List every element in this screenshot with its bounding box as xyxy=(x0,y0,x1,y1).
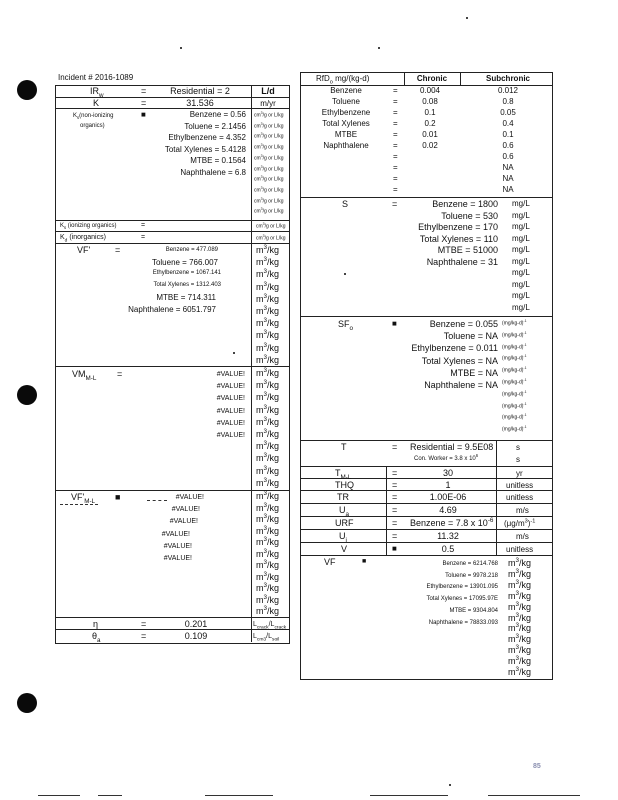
scan-line xyxy=(488,795,580,796)
unit-label: $m^3/kg$ xyxy=(256,367,280,378)
v-eq: ■ xyxy=(392,544,397,553)
unit-label: $m^3/kg$ xyxy=(256,513,280,524)
unit-label: $m^3/kg$ xyxy=(256,570,280,582)
unit-label: $cm^3/g$ or L/kg xyxy=(254,153,284,162)
kd-unit: $cm^3/g$ or L/kg xyxy=(256,234,286,242)
urf-value-exp: -6 xyxy=(487,517,494,524)
rfd-row-subchronic: 0.6 xyxy=(502,152,514,161)
ks-value: Naphthalene = 6.8 xyxy=(180,167,246,177)
rfd-row-name: Ethylbenzene xyxy=(321,108,371,117)
vfml-value: #VALUE! xyxy=(161,530,190,538)
tml-unit: yr xyxy=(516,469,523,478)
rfd-row-eq: = xyxy=(393,185,398,194)
tml-eq: = xyxy=(392,468,398,478)
scan-speck xyxy=(466,17,468,19)
unit-label: $m^3/kg$ xyxy=(508,666,532,677)
vfml-value: #VALUE! xyxy=(175,494,204,501)
vm-eq: = xyxy=(117,369,123,379)
rfd-row-eq: = xyxy=(393,97,398,106)
t-value: Residential = 9.5E08 xyxy=(410,442,494,452)
vf-right-value: Naphthalene = 78833.093 xyxy=(428,619,498,626)
k-eq: = xyxy=(141,98,147,108)
tr-eq: = xyxy=(392,492,398,502)
rfd-row-subchronic: 0.8 xyxy=(502,97,514,106)
unit-label: $m^3/kg$ xyxy=(508,622,532,634)
thq-eq: = xyxy=(392,480,398,490)
punch-hole-bottom xyxy=(17,693,37,713)
unit-label: $m^3/kg$ xyxy=(256,476,280,488)
s-value: Benzene = 1800 xyxy=(432,199,498,209)
tr-label: TR xyxy=(337,492,349,502)
unit-label: $(mg/kg-d)^{-1}$ xyxy=(502,378,527,386)
rfd-row-subchronic: 0.6 xyxy=(502,141,514,150)
ui-label: $U_i$ xyxy=(339,531,347,544)
rfd-row-subchronic: 0.05 xyxy=(500,108,516,117)
vf-value: Naphthalene = 6051.797 xyxy=(128,304,216,314)
vf-eq: = xyxy=(115,245,121,255)
unit-label: $m^3/kg$ xyxy=(256,256,280,268)
t-unit-2: s xyxy=(516,455,520,464)
unit-label: $(mg/kg-d)^{-1}$ xyxy=(502,319,527,327)
t-eq: = xyxy=(392,442,398,452)
vfml-eq: ■ xyxy=(115,492,121,502)
ks-value: Ethylbenzene = 4.352 xyxy=(168,133,246,142)
eta-value: 0.201 xyxy=(184,619,208,629)
theta-value: 0.109 xyxy=(184,631,208,641)
unit-label: $(mg/kg-d)^{-1}$ xyxy=(502,401,527,410)
unit-label: $m^3/kg$ xyxy=(508,578,532,590)
rfd-row-chronic: 0.2 xyxy=(424,119,436,128)
ui-eq: = xyxy=(392,531,398,541)
s-value: Ethylbenzene = 170 xyxy=(418,222,498,232)
unit-label: $cm^3/g$ or L/kg xyxy=(254,111,284,119)
rfd-row-subchronic: NA xyxy=(502,185,514,194)
sf-eq: ■ xyxy=(392,319,397,328)
rfd-row-subchronic: 0.1 xyxy=(502,130,514,139)
rfd-row-name: MTBE xyxy=(334,130,358,139)
ir-label: $IR_w$ xyxy=(90,86,104,99)
unit-label: mg/L xyxy=(512,199,530,208)
vf-right-value: Ethylbenzene = 13901.095 xyxy=(426,584,498,591)
eta-label: η xyxy=(93,619,99,629)
unit-label: $m^3/kg$ xyxy=(256,292,280,304)
t-value-2-exp: 6 xyxy=(475,453,479,458)
theta-unit: $L_{cm3}/L_{soil}$ xyxy=(253,633,280,643)
ks-ionizing-eq: = xyxy=(141,222,146,229)
t-unit: s xyxy=(516,443,520,452)
ui-value: 11.32 xyxy=(437,531,459,541)
unit-label: $m^3/kg$ xyxy=(256,593,280,605)
ui-unit: m/s xyxy=(516,532,529,541)
s-value: Total Xylenes = 110 xyxy=(419,233,498,244)
unit-label: $(mg/kg-d)^{-1}$ xyxy=(502,342,527,351)
unit-label: $m^3/kg$ xyxy=(256,305,280,316)
unit-label: $m^3/kg$ xyxy=(256,605,280,616)
unit-label: $m^3/kg$ xyxy=(256,428,280,439)
unit-label: $m^3/kg$ xyxy=(256,341,280,353)
thq-unit: unitless xyxy=(506,481,534,490)
unit-label: mg/L xyxy=(512,302,530,312)
rfd-row-eq: = xyxy=(393,130,398,139)
tml-label: $T_{M-L}$ xyxy=(335,468,352,481)
unit-label: $cm^3/g$ or L/kg xyxy=(254,121,284,130)
rfd-row-chronic: 0.004 xyxy=(419,86,441,95)
rfd-row-eq: = xyxy=(393,163,398,172)
vm-value: #VALUE! xyxy=(216,432,245,439)
eta-eq: = xyxy=(141,619,147,629)
unit-label: $m^3/kg$ xyxy=(256,280,280,292)
unit-label: $(mg/kg-d)^{-1}$ xyxy=(502,354,527,363)
t-value-2-base: Con. Worker = 3.8 x 10 xyxy=(414,456,476,462)
vf-right-value: Toluene = 9978.218 xyxy=(445,572,498,579)
rfd-header-chronic: Chronic xyxy=(416,74,448,83)
vfml-underline xyxy=(60,504,98,505)
unit-label: $cm^3/g$ or L/kg xyxy=(254,207,284,215)
unit-label: $m^3/kg$ xyxy=(256,490,280,501)
s-value: Toluene = 530 xyxy=(441,210,498,221)
vf-value: Ethylbenzene = 1067.141 xyxy=(152,270,221,277)
vfml-dash xyxy=(147,500,167,501)
punch-hole-top xyxy=(17,80,37,100)
urf-value xyxy=(410,519,493,528)
rfd-row-eq: = xyxy=(393,174,398,183)
ua-unit: m/s xyxy=(516,506,529,515)
ua-label: $U_a$ xyxy=(339,505,350,518)
t-label: T xyxy=(341,442,347,452)
t-value-2 xyxy=(414,453,479,462)
unit-label: mg/L xyxy=(512,210,530,220)
ks-ionizing-label: $K_s$ (ionizing organics) xyxy=(60,223,117,231)
vfml-value: #VALUE! xyxy=(163,542,192,550)
rfd-row-eq: = xyxy=(393,86,398,95)
ks-value: MTBE = 0.1564 xyxy=(190,156,246,165)
unit-label: mg/L xyxy=(512,291,530,300)
scan-line xyxy=(370,795,448,796)
unit-label: mg/L xyxy=(512,279,530,289)
vf-right-eq: ■ xyxy=(362,558,367,565)
unit-label: $m^3/kg$ xyxy=(256,547,280,559)
sf-value: Ethylbenzene = 0.011 xyxy=(411,343,498,354)
kd-label: $K_d$ (inorganics) xyxy=(60,234,106,244)
unit-label: $cm^3/g$ or L/kg xyxy=(254,164,284,173)
vf-right-value: Benzene = 6214.768 xyxy=(442,561,498,567)
vf-right-label: VF xyxy=(324,557,336,567)
tr-value: 1.00E-06 xyxy=(429,492,467,502)
unit-label: mg/L xyxy=(512,256,530,266)
scan-speck xyxy=(180,47,182,49)
unit-label: $m^3/kg$ xyxy=(508,644,532,656)
unit-label: $m^3/kg$ xyxy=(256,244,280,255)
scan-speck xyxy=(449,784,451,786)
vf-right-value: MTBE = 9304.804 xyxy=(449,607,498,614)
unit-label: $(mg/kg-d)^{-1}$ xyxy=(502,413,527,422)
unit-label: $(mg/kg-d)^{-1}$ xyxy=(502,389,527,398)
unit-label: $m^3/kg$ xyxy=(256,524,280,536)
unit-label: $cm^3/g$ or L/kg xyxy=(254,185,284,194)
scan-line xyxy=(38,795,80,796)
kd-eq: = xyxy=(141,234,146,241)
ks-value: Total Xylenes = 5.4128 xyxy=(164,144,246,154)
k-label: K xyxy=(93,98,100,108)
rfd-row-chronic: 0.01 xyxy=(422,130,438,139)
s-value: MTBE = 51000 xyxy=(437,245,498,255)
unit-label: $m^3/kg$ xyxy=(256,559,280,570)
rfd-row-eq: = xyxy=(393,152,398,161)
unit-label: $m^3/kg$ xyxy=(256,452,280,464)
rfd-row-name: Naphthalene xyxy=(323,141,369,150)
vm-value: #VALUE! xyxy=(216,383,245,391)
k-unit: m/yr xyxy=(260,99,276,108)
unit-label: $m^3/kg$ xyxy=(508,611,532,623)
v-label: V xyxy=(341,544,348,554)
vfml-value: #VALUE! xyxy=(171,506,200,514)
unit-label: $cm^3/g$ or L/kg xyxy=(254,143,284,151)
page-mark: 85 xyxy=(533,763,541,770)
vm-value: #VALUE! xyxy=(216,395,245,403)
scan-speck xyxy=(378,47,380,49)
s-value: Naphthalene = 31 xyxy=(426,256,498,267)
eta-unit: $L_{crack}/L_{crack}$ xyxy=(253,621,287,631)
vm-value: #VALUE! xyxy=(216,407,245,415)
s-label: S xyxy=(342,199,349,209)
unit-label: $m^3/kg$ xyxy=(256,391,280,403)
vfml-value: #VALUE! xyxy=(163,555,192,562)
ir-unit: L/d xyxy=(261,86,275,96)
rfd-row-subchronic: 0.012 xyxy=(497,86,519,95)
urf-eq: = xyxy=(392,518,398,528)
rfd-row-eq: = xyxy=(393,119,398,128)
unit-label: $cm^3/g$ or L/kg xyxy=(254,175,284,183)
ir-value: Residential = 2 xyxy=(170,86,230,96)
unit-label: $m^3/kg$ xyxy=(256,268,280,280)
unit-label: $m^3/kg$ xyxy=(508,655,532,667)
vfml-value: #VALUE! xyxy=(169,518,198,526)
ua-eq: = xyxy=(392,505,398,515)
unit-label: mg/L xyxy=(512,268,530,277)
unit-label: $m^3/kg$ xyxy=(256,415,280,427)
unit-label: $m^3/kg$ xyxy=(256,440,280,452)
unit-label: $m^3/kg$ xyxy=(256,329,280,341)
rfd-row-subchronic: 0.4 xyxy=(502,119,514,128)
vf-label: VF' xyxy=(77,245,91,255)
sf-value: Naphthalene = NA xyxy=(424,380,498,390)
vf-value: Total Xylenes = 1312.403 xyxy=(153,282,221,289)
sf-value: Toluene = NA xyxy=(443,331,498,342)
vf-value: Toluene = 766.007 xyxy=(151,257,218,267)
theta-eq: = xyxy=(141,631,147,641)
ks-value: Benzene = 0.56 xyxy=(189,110,246,119)
s-eq: = xyxy=(392,199,398,209)
ks-value: Toluene = 2.1456 xyxy=(184,121,246,131)
rfd-row-eq: = xyxy=(393,108,398,117)
tr-unit: unitless xyxy=(506,493,534,502)
rfd-row-chronic: 0.08 xyxy=(422,97,438,106)
theta-label: $\theta_a$ xyxy=(92,631,101,644)
vf-value: Benzene = 477.089 xyxy=(165,247,218,253)
vm-label: $VM_{M-L}$ xyxy=(72,369,97,382)
k-value: 31.536 xyxy=(186,98,214,108)
rfd-row-chronic: 0.02 xyxy=(422,141,438,150)
unit-label: $m^3/kg$ xyxy=(256,501,280,513)
unit-label: $(mg/kg-d)^{-1}$ xyxy=(502,366,527,374)
unit-label: mg/L xyxy=(512,222,530,231)
vfml-label: $VF'_{M-L}$ xyxy=(71,492,96,505)
unit-label: $m^3/kg$ xyxy=(508,557,532,568)
scan-line xyxy=(98,795,122,796)
vf-right-value: Total Xylenes = 17095.97E xyxy=(426,596,498,603)
scan-line xyxy=(205,795,273,796)
urf-value-base: Benzene = 7.8 x 10 xyxy=(410,518,488,528)
ks-eq: ■ xyxy=(141,110,146,119)
rfd-header-subchronic: Subchronic xyxy=(485,74,531,83)
unit-label: $m^3/kg$ xyxy=(508,567,532,579)
v-unit: unitless xyxy=(506,545,534,554)
rfd-row-subchronic: NA xyxy=(502,174,514,183)
sf-value: Benzene = 0.055 xyxy=(429,319,498,329)
ir-eq: = xyxy=(141,86,147,96)
unit-label: $m^3/kg$ xyxy=(256,536,280,547)
sf-value: Total Xylenes = NA xyxy=(421,355,498,366)
unit-label: $(mg/kg-d)^{-1}$ xyxy=(502,425,527,433)
unit-label: $m^3/kg$ xyxy=(256,317,280,329)
rfd-row-name: Toluene xyxy=(331,97,361,106)
vm-value: #VALUE! xyxy=(216,419,245,427)
unit-label: $m^3/kg$ xyxy=(256,379,280,391)
unit-label: $m^3/kg$ xyxy=(256,464,280,476)
sf-value: MTBE = NA xyxy=(450,367,498,378)
urf-label: URF xyxy=(335,518,354,528)
unit-label: mg/L xyxy=(512,233,530,243)
ks-ionizing-unit: $cm^3/g$ or L/kg xyxy=(256,222,286,230)
unit-label: $m^3/kg$ xyxy=(508,633,532,645)
thq-label: THQ xyxy=(335,480,354,490)
unit-label: $m^3/kg$ xyxy=(256,582,280,593)
unit-label: $m^3/kg$ xyxy=(508,600,532,612)
unit-label: $m^3/kg$ xyxy=(256,353,280,365)
incident-number: Incident # 2016-1089 xyxy=(58,73,134,82)
vf-value: MTBE = 714.311 xyxy=(156,292,216,302)
rfd-row-name: Benzene xyxy=(330,86,362,95)
unit-label: mg/L xyxy=(512,245,530,254)
unit-label: $m^3/kg$ xyxy=(508,589,532,601)
rfd-row-chronic: 0.1 xyxy=(424,108,436,117)
tml-value: 30 xyxy=(442,468,454,478)
sf-label: $SF_o$ xyxy=(338,319,354,332)
urf-unit: $(\mu g/m^3)^{-1}$ xyxy=(504,518,536,528)
unit-label: $m^3/kg$ xyxy=(256,403,280,415)
rfd-header-label: RfD$_o$ mg/(kg-d) xyxy=(316,74,370,86)
unit-label: $cm^3/g$ or L/kg xyxy=(254,132,284,141)
unit-label: $cm^3/g$ or L/kg xyxy=(254,196,284,205)
vm-value: #VALUE! xyxy=(216,371,245,378)
punch-hole-middle xyxy=(17,385,37,405)
v-value: 0.5 xyxy=(441,544,455,554)
rfd-row-subchronic: NA xyxy=(502,163,514,172)
rfd-row-eq: = xyxy=(393,141,398,150)
ks-label-2: organics) xyxy=(80,123,105,129)
thq-value: 1 xyxy=(445,480,451,490)
ks-label: $K_s(non$-ionizing xyxy=(73,113,114,121)
ua-value: 4.69 xyxy=(439,505,457,515)
rfd-row-name: Total Xylenes xyxy=(322,119,370,128)
unit-label: $(mg/kg-d)^{-1}$ xyxy=(502,330,527,339)
